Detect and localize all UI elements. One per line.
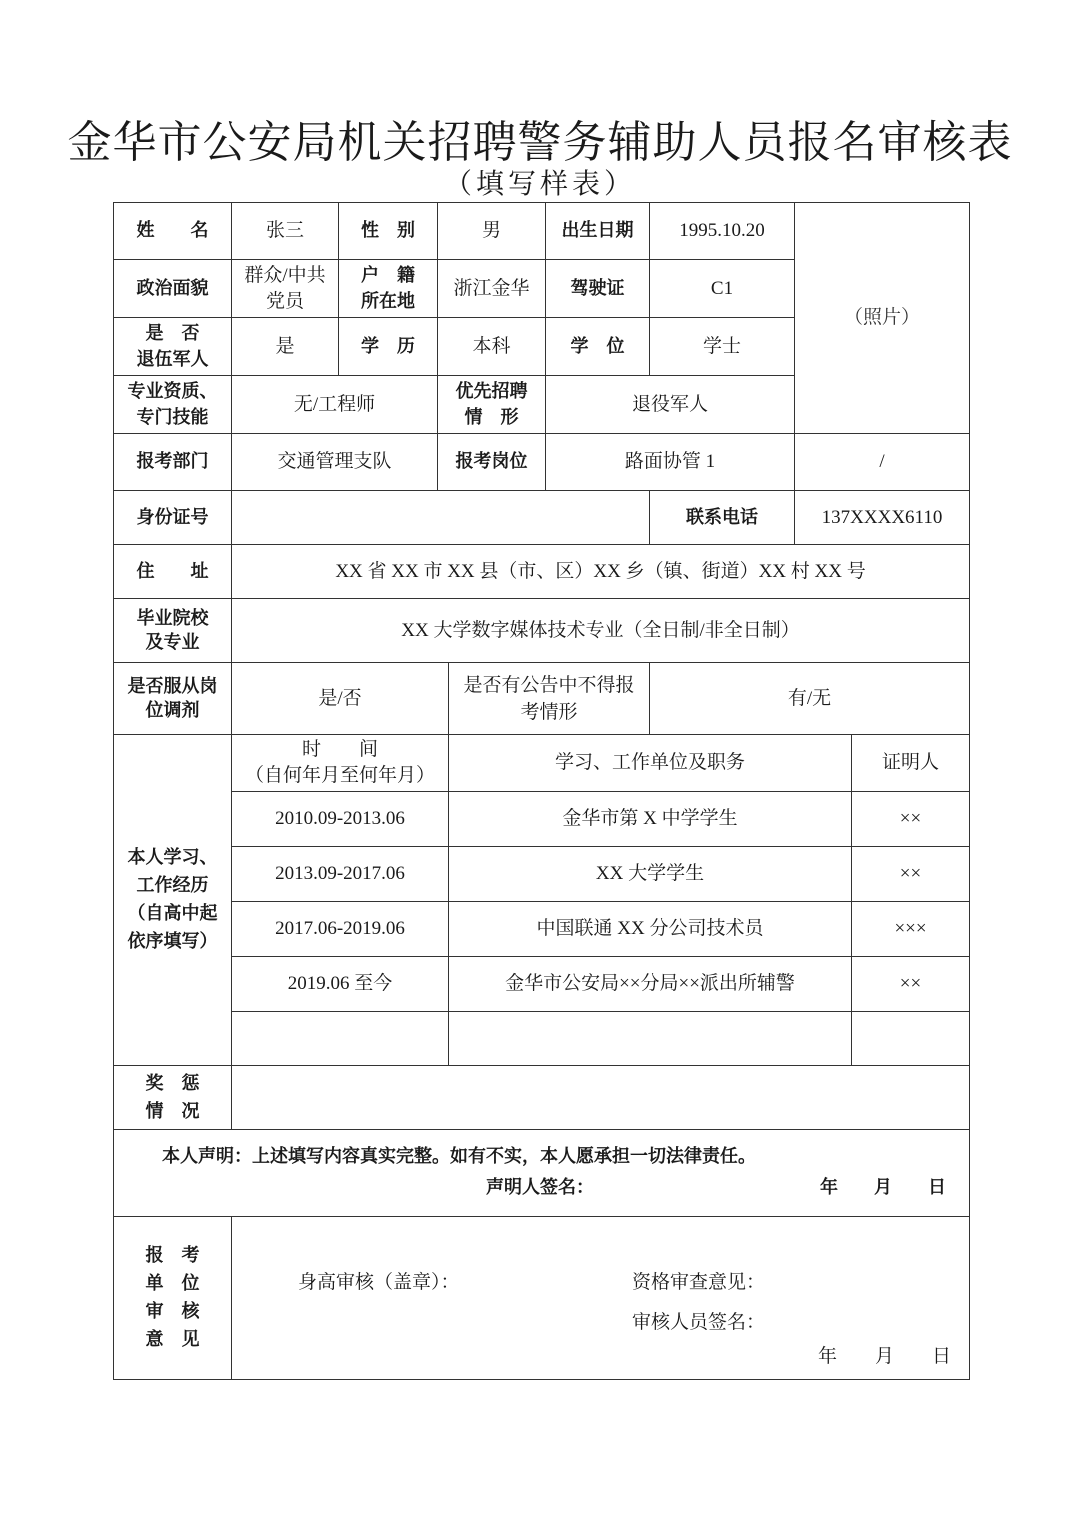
height-check-label: 身高审核（盖章）：	[298, 1272, 460, 1293]
exp-time	[232, 1012, 449, 1066]
review-date: 年 月 日	[818, 1346, 952, 1367]
label-veteran: 是 否 退伍军人	[114, 318, 232, 376]
value-department: 交通管理支队	[232, 434, 438, 491]
value-phone: 137XXXX6110	[795, 491, 970, 545]
label-degree: 学 位	[546, 318, 650, 376]
value-priority: 退役军人	[546, 376, 795, 434]
value-slash: /	[795, 434, 970, 491]
table-row	[114, 1012, 970, 1066]
label-obey: 是否服从岗 位调剂	[114, 663, 232, 735]
declaration-date: 年 月 日	[820, 1177, 946, 1198]
value-obey: 是/否	[232, 663, 449, 735]
value-education: 本科	[438, 318, 546, 376]
label-political: 政治面貌	[114, 260, 232, 318]
label-gender: 性 别	[339, 203, 438, 260]
value-political: 群众/中共 党员	[232, 260, 339, 318]
exp-time: 2019.06 至今	[232, 957, 449, 1012]
declaration-cell	[114, 1130, 970, 1217]
value-qualification: 无/工程师	[232, 376, 438, 434]
review-cell	[232, 1217, 970, 1380]
exp-unit: 中国联通 XX 分公司技术员	[449, 902, 852, 957]
table-row	[114, 957, 970, 1012]
exp-witness: ×××	[852, 902, 970, 957]
label-school: 毕业院校 及专业	[114, 599, 232, 663]
label-hukou: 户 籍 所在地	[339, 260, 438, 318]
exp-unit: 金华市第 X 中学学生	[449, 792, 852, 847]
label-license: 驾驶证	[546, 260, 650, 318]
table-row	[114, 792, 970, 847]
value-restricted: 有/无	[650, 663, 970, 735]
exp-header-unit: 学习、工作单位及职务	[449, 735, 852, 792]
exp-header-time: 时 间 （自何年月至何年月）	[232, 735, 449, 792]
form-title: 金华市公安局机关招聘警务辅助人员报名审核表	[67, 117, 1013, 168]
label-priority: 优先招聘 情 形	[438, 376, 546, 434]
qualification-opinion-label: 资格审查意见：	[632, 1272, 766, 1293]
table-row	[114, 847, 970, 902]
label-qualification: 专业资质、 专门技能	[114, 376, 232, 434]
exp-witness: ××	[852, 792, 970, 847]
label-awards: 奖 惩 情 况	[114, 1066, 232, 1130]
exp-time: 2010.09-2013.06	[232, 792, 449, 847]
value-id-number	[232, 491, 650, 545]
label-id-number: 身份证号	[114, 491, 232, 545]
exp-witness	[852, 1012, 970, 1066]
declaration-statement: 本人声明：上述填写内容真实完整。如有不实，本人愿承担一切法律责任。	[162, 1146, 756, 1167]
declaration-signer: 声明人签名：	[486, 1177, 594, 1198]
form-subtitle: （填写样表）	[443, 167, 636, 200]
value-school: XX 大学数字媒体技术专业（全日制/非全日制）	[232, 599, 970, 663]
exp-unit: 金华市公安局××分局××派出所辅警	[449, 957, 852, 1012]
label-phone: 联系电话	[650, 491, 795, 545]
exp-witness: ××	[852, 957, 970, 1012]
label-name: 姓 名	[114, 203, 232, 260]
exp-time: 2017.06-2019.06	[232, 902, 449, 957]
label-birth: 出生日期	[546, 203, 650, 260]
value-address: XX 省 XX 市 XX 县（市、区）XX 乡（镇、街道）XX 村 XX 号	[232, 545, 970, 599]
exp-unit	[449, 1012, 852, 1066]
label-address: 住 址	[114, 545, 232, 599]
label-education: 学 历	[339, 318, 438, 376]
registration-form-table	[113, 202, 970, 1380]
label-restricted: 是否有公告中不得报 考情形	[449, 663, 650, 735]
exp-time: 2013.09-2017.06	[232, 847, 449, 902]
value-gender: 男	[438, 203, 546, 260]
value-awards	[232, 1066, 970, 1130]
exp-header-witness: 证明人	[852, 735, 970, 792]
reviewer-sign-label: 审核人员签名：	[632, 1312, 766, 1333]
table-row	[114, 902, 970, 957]
label-review: 报 考 单 位 审 核 意 见	[114, 1217, 232, 1380]
photo-box: （照片）	[795, 203, 970, 434]
exp-unit: XX 大学学生	[449, 847, 852, 902]
value-veteran: 是	[232, 318, 339, 376]
value-position: 路面协管 1	[546, 434, 795, 491]
value-degree: 学士	[650, 318, 795, 376]
value-name: 张三	[232, 203, 339, 260]
value-license: C1	[650, 260, 795, 318]
label-department: 报考部门	[114, 434, 232, 491]
value-hukou: 浙江金华	[438, 260, 546, 318]
label-experience: 本人学习、 工作经历 （自高中起 依序填写）	[114, 735, 232, 1066]
label-position: 报考岗位	[438, 434, 546, 491]
value-birth: 1995.10.20	[650, 203, 795, 260]
exp-witness: ××	[852, 847, 970, 902]
